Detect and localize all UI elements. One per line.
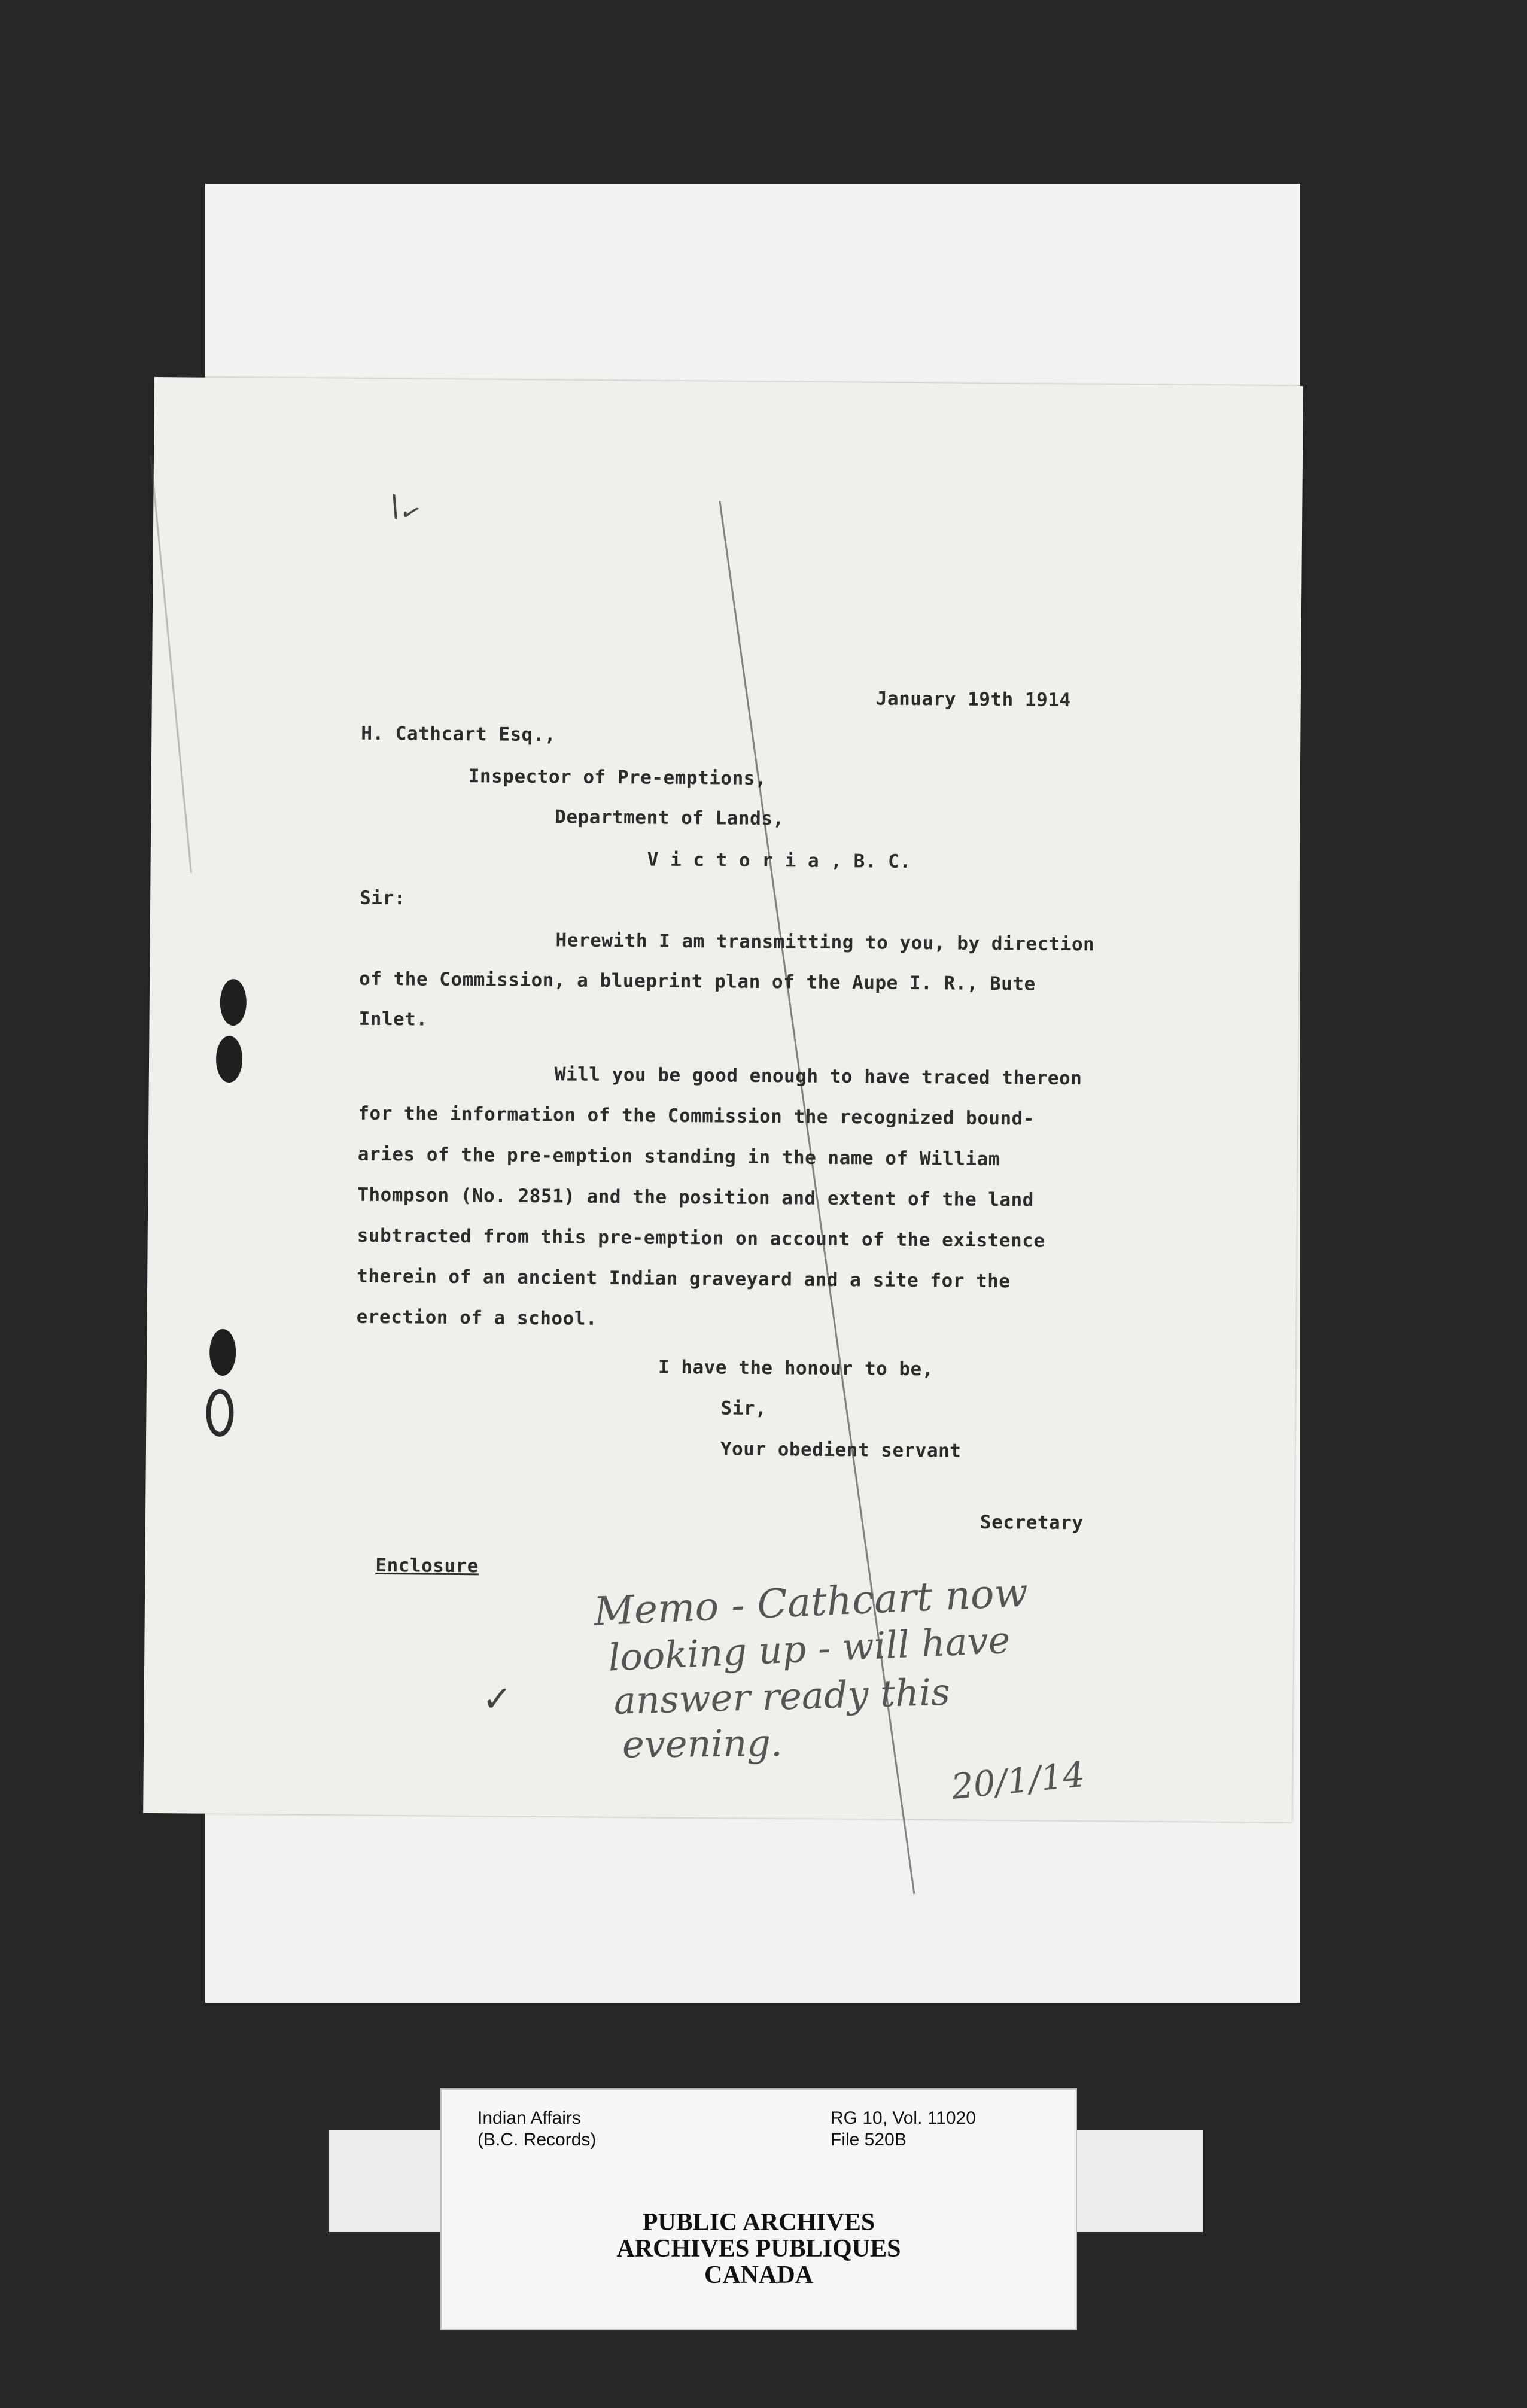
punch-hole-1 [220, 979, 247, 1026]
body-line: Inlet. [358, 1008, 428, 1030]
body-line: erection of a school. [356, 1306, 598, 1330]
enclosure-label: Enclosure [375, 1554, 479, 1577]
corner-mark: \✓ [382, 488, 425, 530]
memo-line-3: answer ready this [613, 1670, 951, 1723]
archive-label [440, 2088, 1077, 2330]
memo-date: 20/1/14 [949, 1753, 1087, 1808]
letter-sheet [143, 377, 1303, 1822]
body-line: of the Commission, a blueprint plan of the Aupe I. R., Bute [358, 968, 1036, 995]
recipient-city: V i c t o r i a , B. C. [647, 849, 911, 872]
body-line: Will you be good enough to have traced thereon [554, 1063, 1082, 1090]
body-line: aries of the pre-emption standing in the name of William [357, 1143, 1000, 1170]
body-line: for the information of the Commission the recognized bound- [358, 1102, 1035, 1130]
memo-line-4: evening. [622, 1720, 783, 1767]
body-line: Thompson (No. 2851) and the position and extent of the land [357, 1184, 1035, 1211]
label-fonds: Indian Affairs [477, 2108, 581, 2128]
check-mark: ✓ [482, 1678, 513, 1720]
body-line: therein of an ancient Indian graveyard and a site for the [357, 1265, 1011, 1293]
label-series: (B.C. Records) [477, 2130, 597, 2149]
recipient-title: Inspector of Pre-emptions, [468, 765, 767, 790]
closing-line-1: I have the honour to be, [658, 1356, 934, 1381]
signature-title: Secretary [980, 1511, 1084, 1534]
stamp-public-archives: PUBLIC ARCHIVES [642, 2209, 875, 2236]
label-volume: RG 10, Vol. 11020 [831, 2108, 976, 2128]
memo-line-2: looking up - will have [607, 1618, 1011, 1680]
recipient-name: H. Cathcart Esq., [361, 722, 556, 746]
label-file: File 520B [831, 2130, 907, 2149]
punch-hole-2 [216, 1036, 243, 1083]
body-line: subtracted from this pre-emption on account of the existence [357, 1224, 1045, 1252]
letter-date: January 19th 1914 [875, 688, 1071, 712]
closing-line-3: Your obedient servant [720, 1438, 962, 1462]
left-fold-line [150, 456, 192, 873]
closing-line-2: Sir, [720, 1397, 767, 1420]
recipient-department: Department of Lands, [555, 806, 784, 830]
punch-hole-4 [206, 1389, 234, 1437]
body-line: Herewith I am transmitting to you, by direction [555, 929, 1095, 956]
stamp-archives-publiques: ARCHIVES PUBLIQUES [616, 2235, 901, 2263]
salutation: Sir: [360, 887, 406, 910]
stamp-canada: CANADA [704, 2261, 813, 2289]
punch-hole-3 [209, 1329, 236, 1376]
memo-line-1: Memo - Cathcart now [592, 1569, 1029, 1635]
